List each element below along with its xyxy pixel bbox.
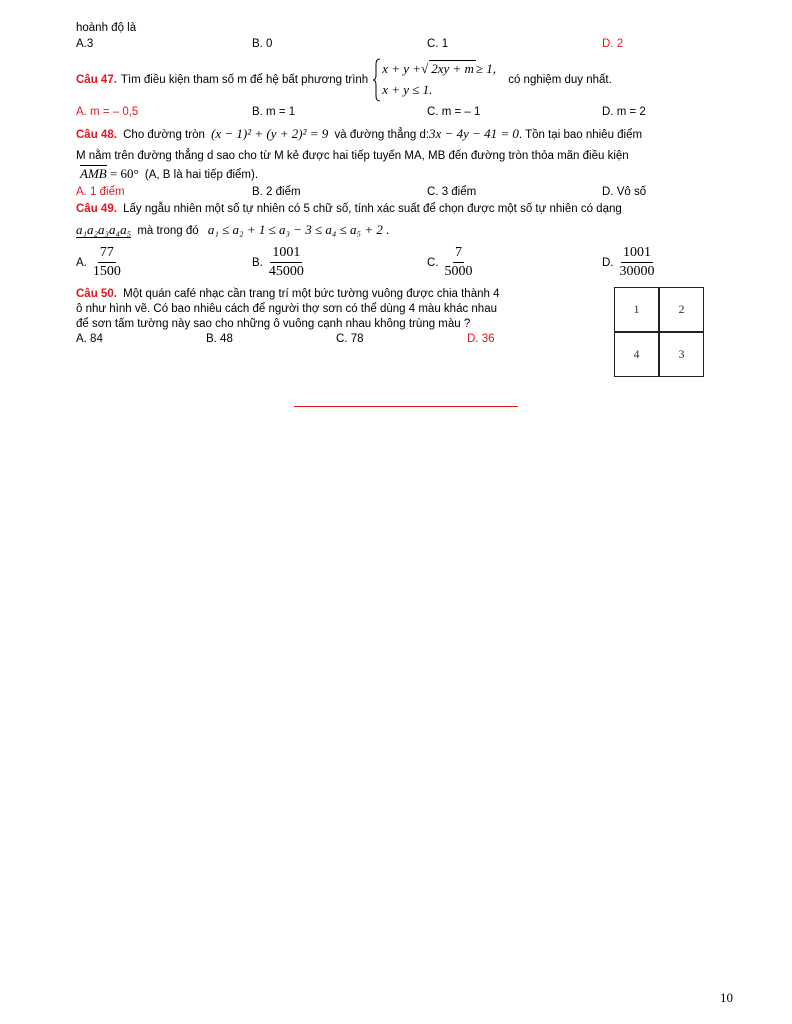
- q48-option-a: A. 1 điểm: [76, 186, 125, 198]
- q46-option-d: D. 2: [602, 38, 624, 50]
- q46-option-a: A.3: [76, 38, 94, 50]
- q47-system: [372, 58, 512, 102]
- number-form: a₁a₂a₃a₄a₅: [76, 222, 132, 237]
- q48-option-b: B. 2 điểm: [252, 186, 301, 198]
- q50-option-c: C. 78: [336, 333, 364, 345]
- q48-line1: Câu 48. Cho đường tròn (x − 1)² + (y + 2)² = 9 và đường thẳng d:3x − 4y − 41 = 0. Tồn tại bao nhiêu điểm: [76, 126, 643, 141]
- q50-line3: để sơn tấm tường này sao cho những ô vuông cạnh nhau không trùng màu ?: [76, 318, 471, 330]
- q49-option-d: D. $\frac{1001}{30000}$: [602, 245, 655, 279]
- q48-option-d: D. Vô số: [602, 186, 647, 198]
- q50-line2: ô như hình vẽ. Có bao nhiêu cách để người thợ sơn có thể dùng 4 màu khác nhau: [76, 303, 497, 315]
- q47-option-b: B. m = 1: [252, 106, 296, 118]
- q47-option-d: D. m = 2: [602, 106, 646, 118]
- page-number: 10: [720, 990, 733, 1005]
- q50-line1: Câu 50. Một quán café nhạc cần trang trí một bức tường vuông được chia thành 4: [76, 288, 500, 300]
- end-divider: [294, 406, 518, 407]
- q49-label: Câu 49.: [76, 203, 117, 215]
- grid-divider-horizontal: [615, 331, 703, 333]
- grid-cell-3: 3: [678, 347, 685, 361]
- q50-option-a: A. 84: [76, 333, 103, 345]
- q46-option-c: C. 1: [427, 38, 449, 50]
- q48-option-c: C. 3 điểm: [427, 186, 477, 198]
- q47-label: Câu 47.: [76, 74, 117, 86]
- grid-cell-1: 1: [633, 302, 640, 316]
- q48-line3: AMB = 60° (A, B là hai tiếp điểm).: [80, 166, 259, 181]
- q48-line2: M nằm trên đường thẳng d sao cho từ M kẻ được hai tiếp tuyến MA, MB đến đường tròn thỏa mãn điều kiện: [76, 150, 629, 162]
- q47-eq2: x + y ≤ 1.: [382, 82, 433, 97]
- q50-option-b: B. 48: [206, 333, 233, 345]
- q48-label: Câu 48.: [76, 129, 117, 141]
- q49-line2: a₁a₂a₃a₄a₅ mà trong đó a₁ ≤ a₂ + 1 ≤ a₃ − 3 ≤ a₄ ≤ a₅ + 2 .: [76, 222, 390, 237]
- q47-eq1: x + y +√ 2xy + m ≥ 1,: [382, 61, 497, 76]
- grid-cell-4: 4: [633, 347, 640, 361]
- q47-text-after: có nghiệm duy nhất.: [508, 74, 612, 86]
- q49-option-b: B. $\frac{1001}{45000}$: [252, 245, 304, 279]
- line-equation: 3x − 4y − 41 = 0: [429, 126, 519, 141]
- brace-icon: [372, 58, 381, 102]
- circle-equation: (x − 1)² + (y + 2)² = 9: [211, 126, 329, 141]
- q47-text-before: Tìm điều kiện tham số m để hệ bất phương trình: [120, 74, 369, 86]
- condition: a₁ ≤ a₂ + 1 ≤ a₃ − 3 ≤ a₄ ≤ a₅ + 2 .: [207, 222, 390, 237]
- grid-cell-2: 2: [678, 302, 685, 316]
- q46-option-b: B. 0: [252, 38, 273, 50]
- q49-option-a: A. $\frac{77}{1500}$: [76, 245, 121, 279]
- q47-stem: [76, 56, 612, 104]
- arc-amb: AMB: [80, 166, 107, 181]
- q49-line1: Câu 49. Lấy ngẫu nhiên một số tự nhiên có 5 chữ số, tính xác suất để chọn được một số tự nhiên có dạng: [76, 203, 622, 215]
- q49-option-c: C. $\frac{7}{5000}$: [427, 245, 473, 279]
- q46-tail: hoành độ là: [76, 22, 137, 34]
- q47-option-c: C. m = – 1: [427, 106, 481, 118]
- q50-option-d: D. 36: [467, 333, 495, 345]
- wall-grid-figure: [614, 287, 704, 377]
- q47-option-a: A. m = – 0,5: [76, 106, 139, 118]
- q50-label: Câu 50.: [76, 288, 117, 300]
